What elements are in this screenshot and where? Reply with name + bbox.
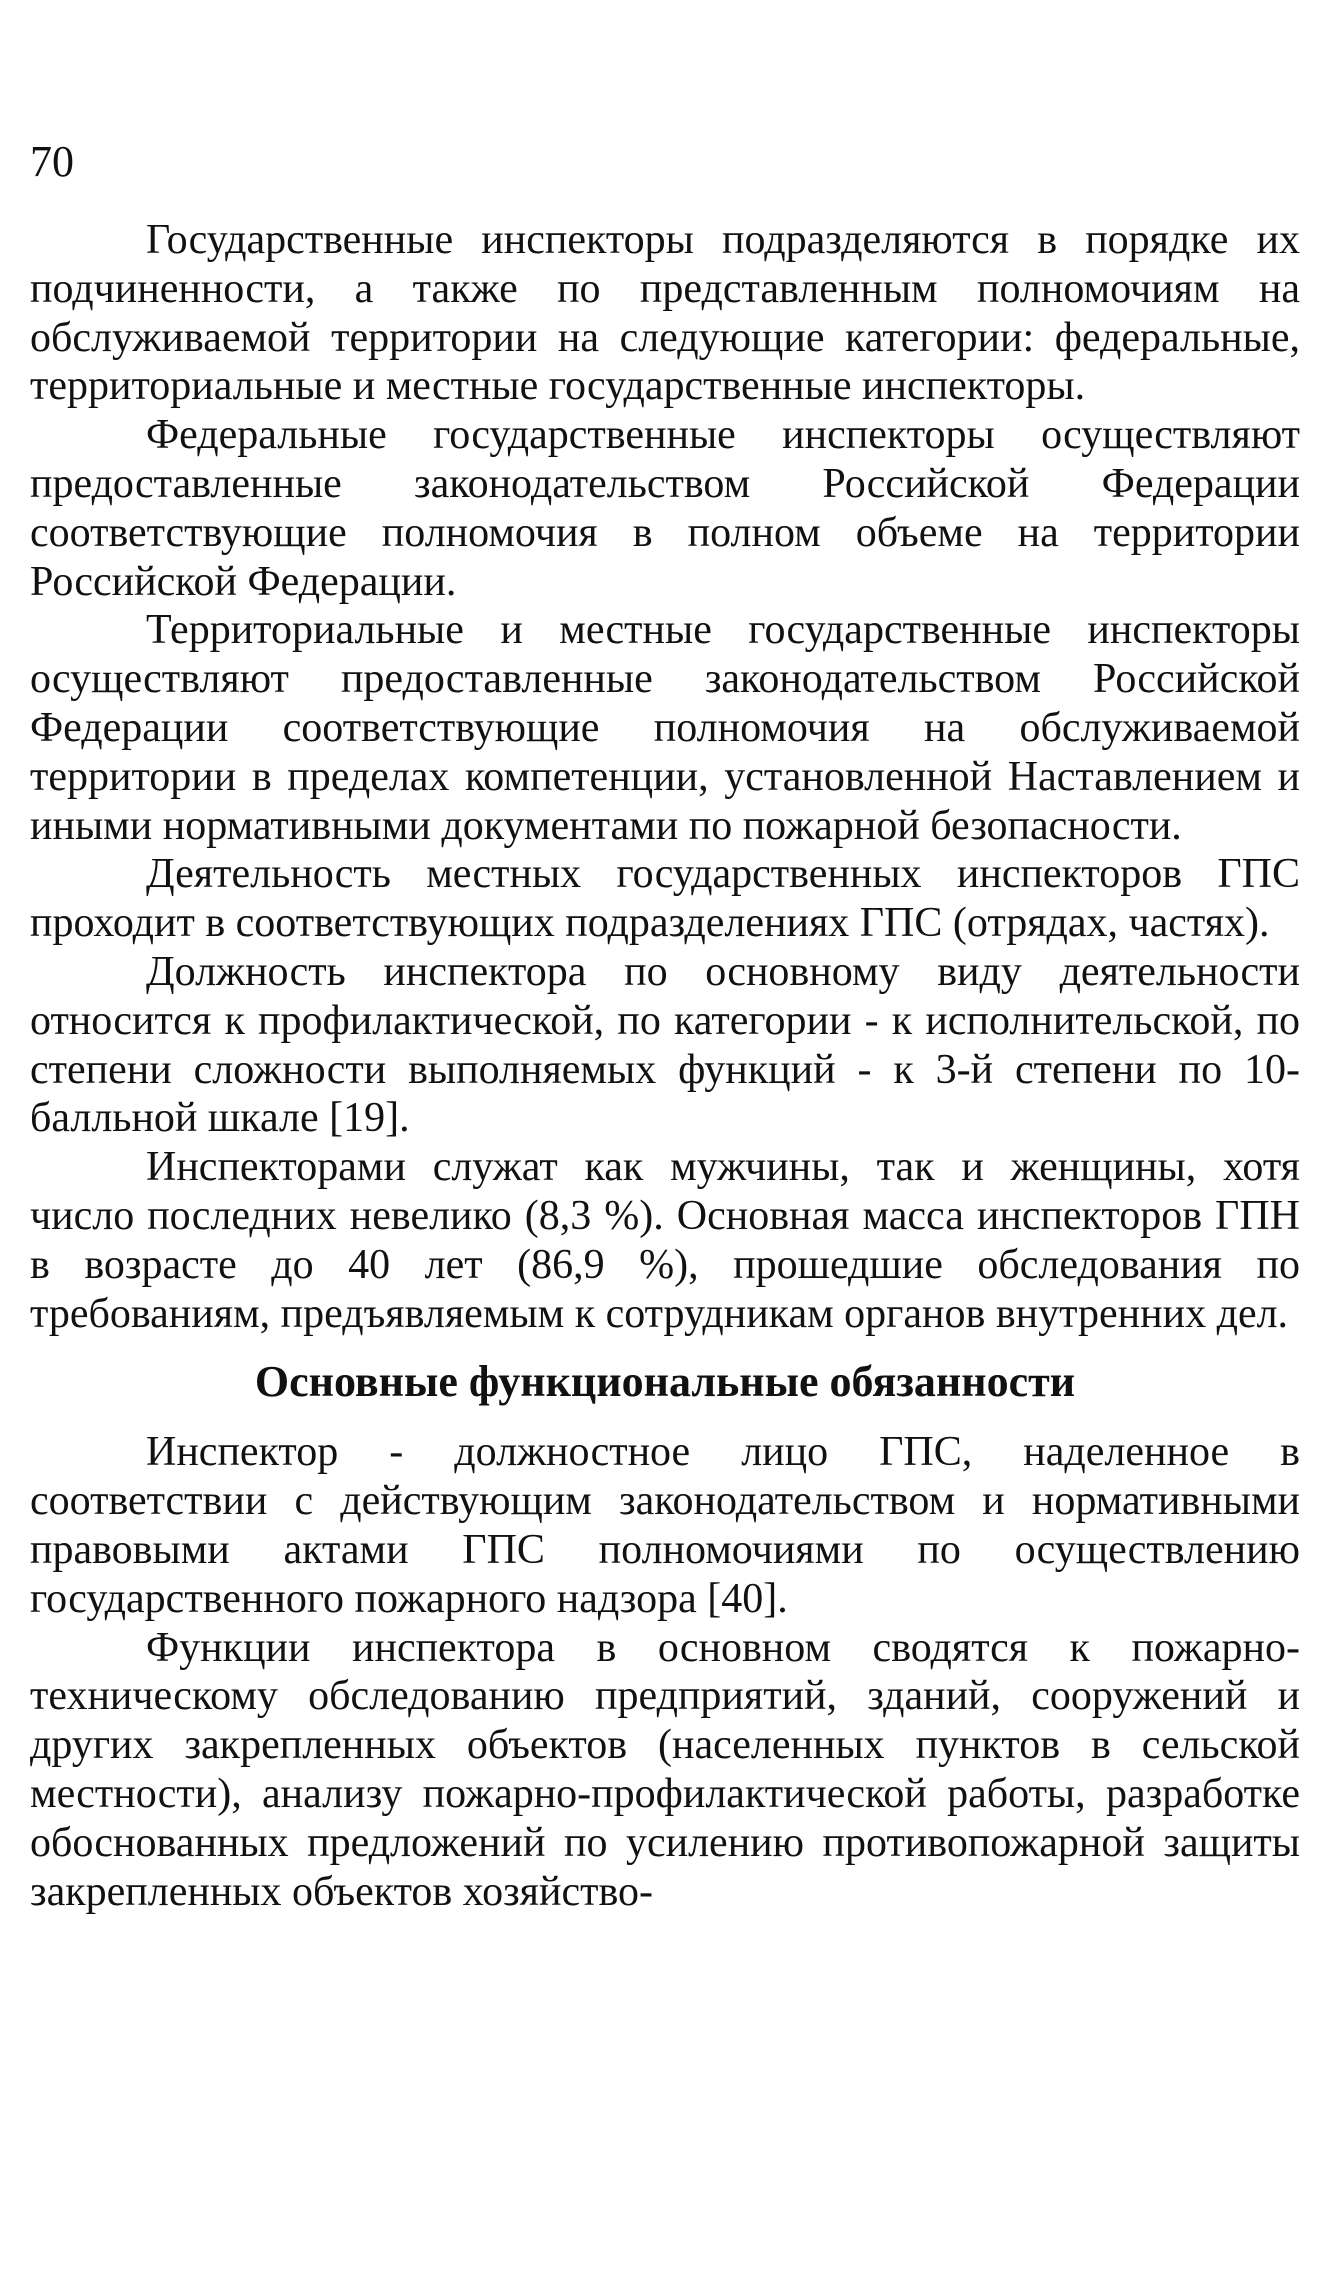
page-number: 70 [30,137,74,186]
paragraph: Деятельность местных государственных инспекторов ГПС проходит в соответствующих подразделениях ГПС (отрядах, частях). [30,851,1300,947]
paragraph: Территориальные и местные государственные инспекторы осуществляют предоставленные законодательством Российской Федерации соответствующие полномочия на обслуживаемой территории в пределах компетенции, установленной Наставлением и иными нормативными документами по пожарной безопасности. [30,607,1300,849]
paragraph: Функции инспектора в основном сводятся к пожарно-техническому обследованию предприятий, зданий, сооружений и других закрепленных объектов (населенных пунктов в сельской местности), анализу пожарно-профилактической работы, разработке обоснованных предложений по усилению противопожарной защиты закрепленных объектов хозяйство- [30,1624,1300,1915]
body-text [30,216,1300,1916]
paragraph: Инспекторами служат как мужчины, так и женщины, хотя число последних невелико (8,3 %). Основная масса инспекторов ГПН в возрасте до 40 лет (86,9 %), прошедшие обследования по требованиям, предъявляемым к сотрудникам органов внутренних дел. [30,1144,1300,1337]
paragraph: Государственные инспекторы подразделяются в порядке их подчиненности, а также по представленным полномочиям на обслуживаемой территории на следующие категории: федеральные, территориальные и местные государственные инспекторы. [30,217,1300,410]
paragraph: Инспектор - должностное лицо ГПС, наделенное в соответствии с действующим законодательством и нормативными правовыми актами ГПС полномочиями по осуществлению государственного пожарного надзора [40]. [30,1429,1300,1622]
paragraph: Федеральные государственные инспекторы осуществляют предоставленные законодательством Российской Федерации соответствующие полномочия в полном объеме на территории Российской Федерации. [30,412,1300,605]
paragraph: Должность инспектора по основному виду деятельности относится к профилактической, по категории - к исполнительской, по степени сложности выполняемых функций - к 3-й степени по 10-балльной шкале [19]. [30,948,1300,1142]
section-heading: Основные функциональные обязанности [254,1357,1076,1407]
